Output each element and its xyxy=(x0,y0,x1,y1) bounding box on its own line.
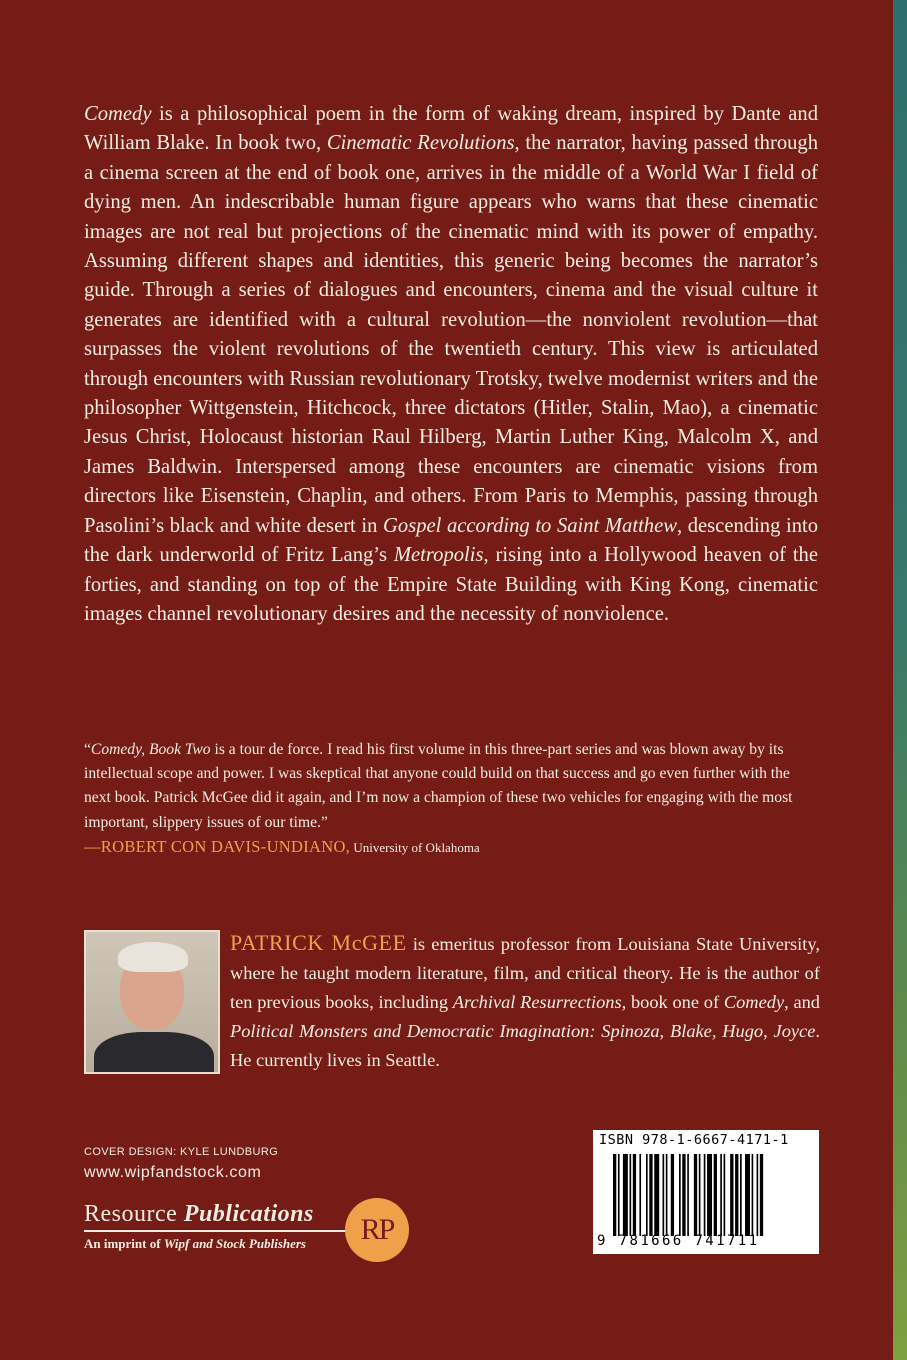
cover-design-credit: COVER DESIGN: KYLE LUNDBURG xyxy=(84,1146,279,1158)
endorsement-quote: “Comedy, Book Two is a tour de force. I read his first volume in this three-part series and was blown away by its intellectual scope and power. I was skeptical that anyone could build on that success and go even further with the next book. Patrick McGee did it again, and I’m now a champion of these two vehicles for engaging with the most important, slippery issues of our time.” —ROBERT CON DAVIS-UNDIANO, University of Oklahoma xyxy=(84,738,820,860)
title-cinematic-revolutions: Cinematic Revolutions xyxy=(326,132,515,155)
title-comedy: Comedy xyxy=(84,103,152,125)
publisher-name: Resource Publications xyxy=(84,1201,314,1227)
publisher-block xyxy=(84,1200,346,1252)
book-description: Comedy is a philosophical poem in the form of waking dream, inspired by Dante and William Blake. In book two, Cinematic Revolutions, the narrator, having passed through a cinema screen at the end of book one, arrives in the middle of a World War I field of dying men. An indescribable human figure appears who warns that these cinematic images are not real but projections of the cinematic mind with its power of empathy. Assuming different shapes and identities, this generic being becomes the narrator’s guide. Through a series of dialogues and encounters, cinema and the visual culture it generates are identified with a cultural revolution—the nonviolent revolution—that surpasses the violent revolutions of the twentieth century. This view is articulated through encounters with Russian revolutionary Trotsky, twelve modernist writers and the philosopher Wittgenstein, Hitchcock, three dictators (Hitler, Stalin, Mao), a cinematic Jesus Christ, Holocaust historian Raul Hilberg, Martin Luther King, Malcolm X, and James Baldwin. Interspersed among these encounters are cinematic visions from directors like Eisenstein, Chaplin, and others. From Paris to Memphis, passing through Pasolini’s black and white desert in Gospel according to Saint Matthew, descending into the dark underworld of Fritz Lang’s Metropolis, rising into a Hollywood heaven of the forties, and standing on top of the Empire State Building with King Kong, cinematic images channel revolutionary desires and the necessity of nonviolence. xyxy=(84,103,819,625)
isbn-number: ISBN 978-1-6667-4171-1 xyxy=(599,1132,789,1148)
spine-edge-strip xyxy=(893,0,907,1360)
ean-digits: 9 781666 741711 xyxy=(597,1233,760,1249)
author-bio: PATRICK McGEE is emeritus professor from Louisiana State University, where he taught modern literature, film, and critical theory. He is the author of ten previous books, including Archival Resurrections, book one of Comedy, and Political Monsters and Democratic Imagination: Spinoza, Blake, Hugo, Joyce. He currently lives in Seattle. xyxy=(84,928,820,1078)
isbn-barcode xyxy=(593,1130,819,1254)
publisher-imprint: An imprint of Wipf and Stock Publishers xyxy=(84,1236,306,1251)
author-name: PATRICK McGEE xyxy=(230,930,407,955)
credits xyxy=(84,1146,278,1182)
quote-attribution xyxy=(84,835,820,860)
title-gospel: Gospel according to Saint Matthew xyxy=(383,514,677,537)
title-metropolis: Metropolis xyxy=(393,544,484,567)
publisher-rule xyxy=(84,1230,346,1232)
barcode-bars xyxy=(613,1154,813,1236)
publisher-website: www.wipfandstock.com xyxy=(84,1164,262,1181)
attribution-affiliation: University of Oklahoma xyxy=(350,839,480,855)
rp-logo: RP xyxy=(345,1198,409,1262)
author-photo xyxy=(84,930,220,1074)
quote-book-title: Comedy, Book Two xyxy=(90,741,211,758)
attribution-name: —ROBERT CON DAVIS-UNDIANO, xyxy=(84,836,351,856)
